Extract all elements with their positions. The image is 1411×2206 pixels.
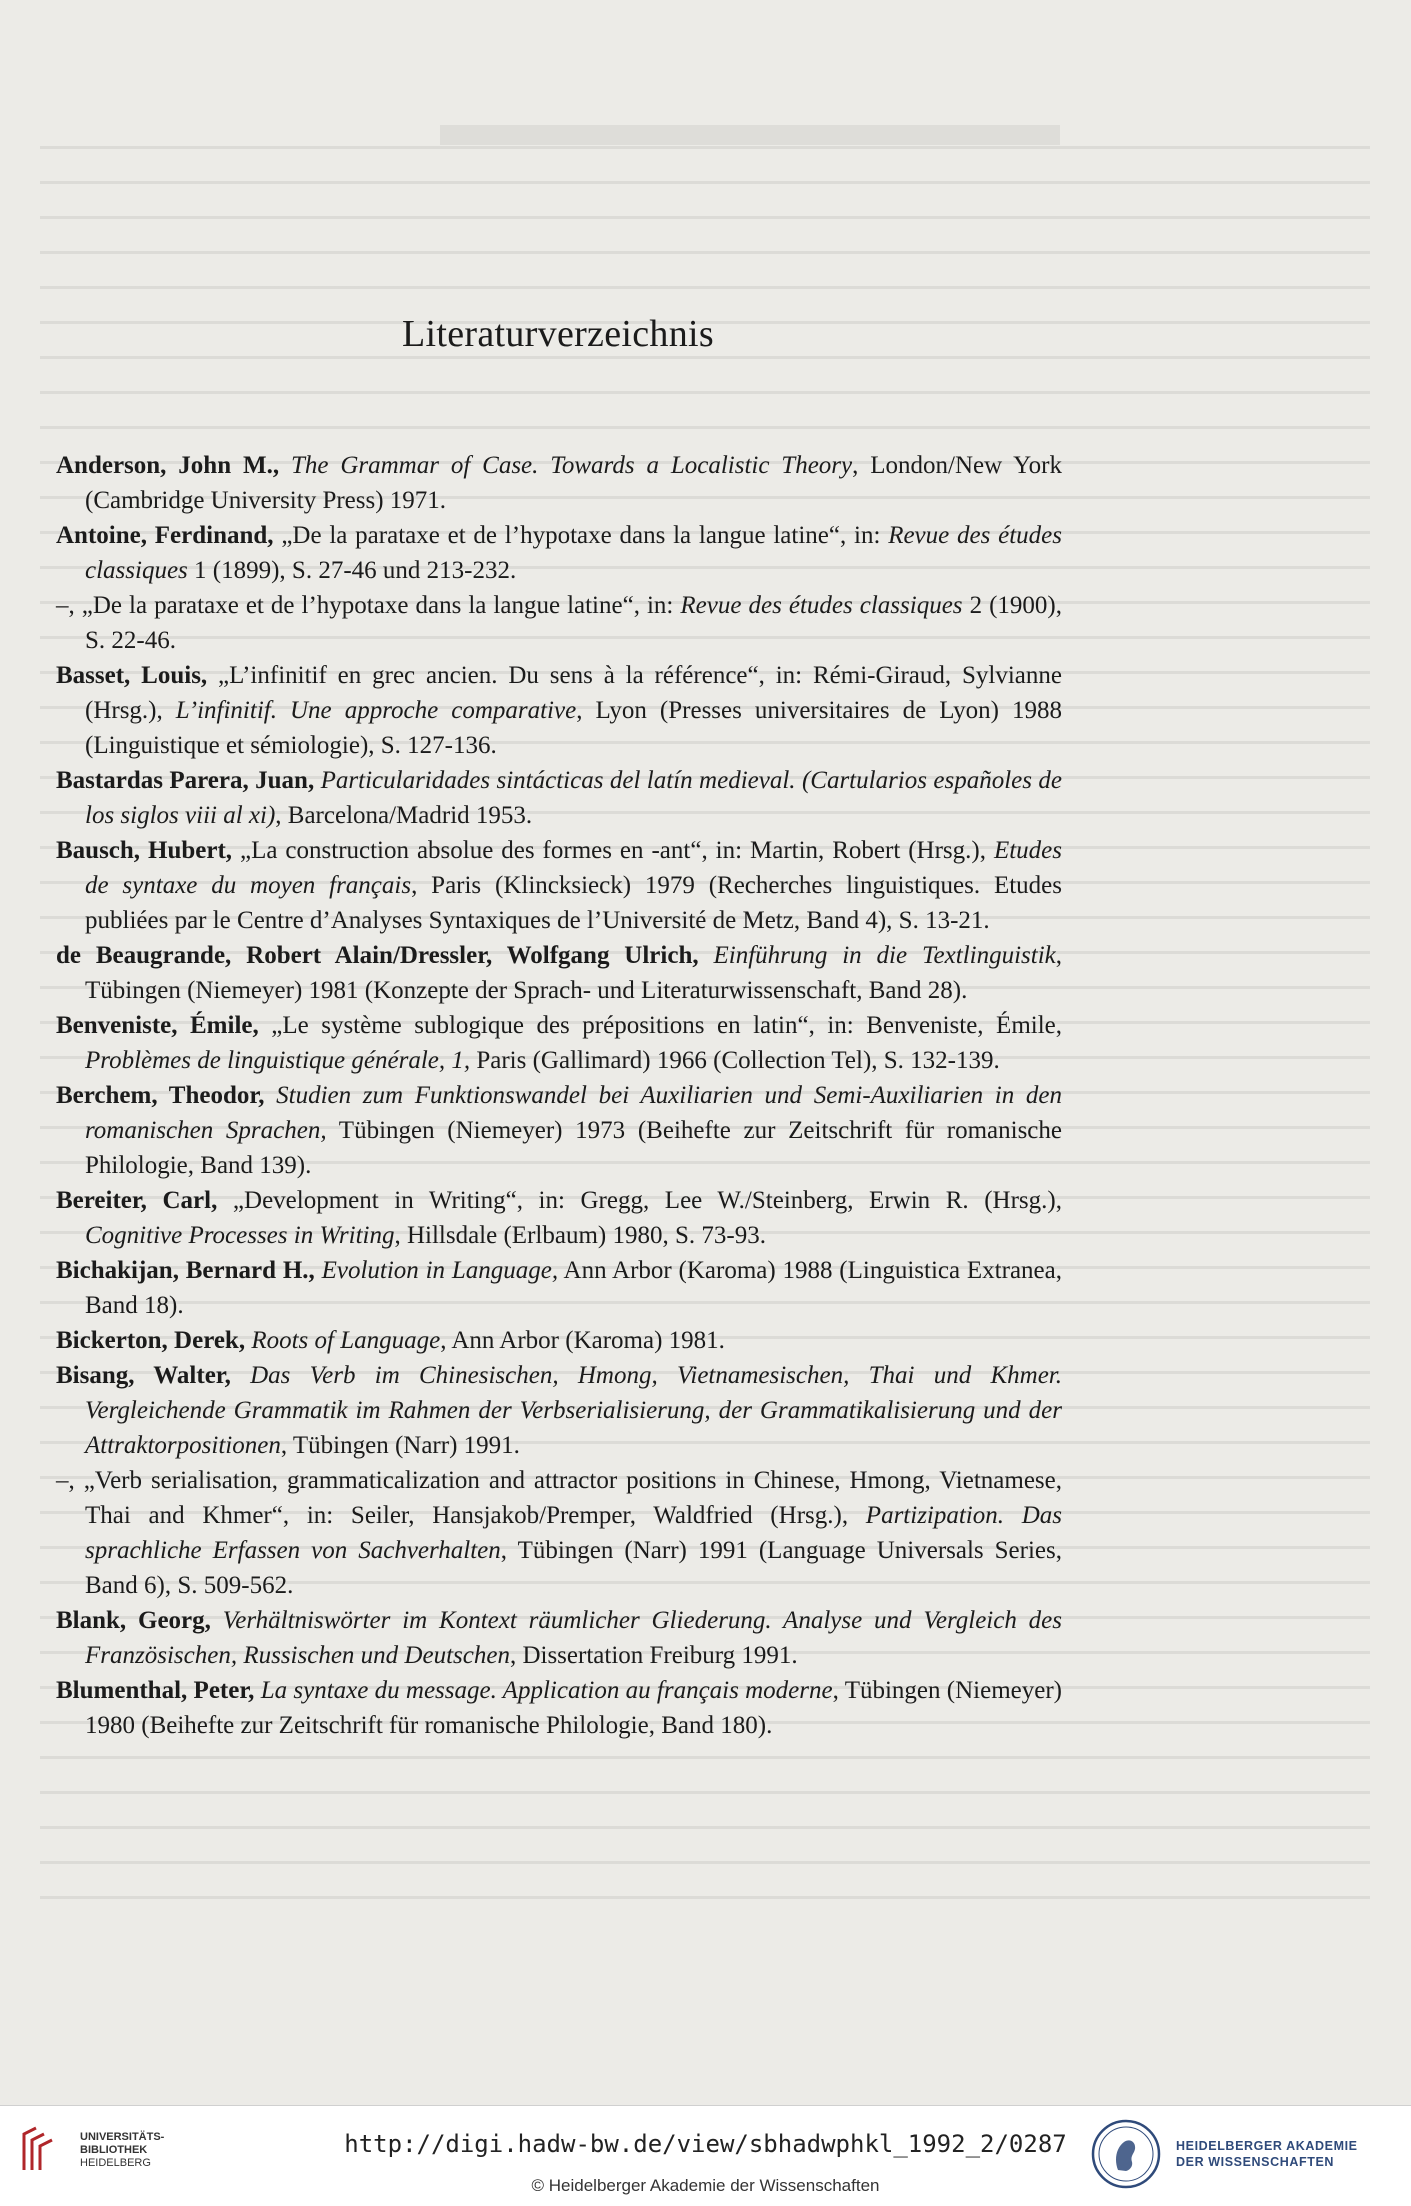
hadw-line-2: DER WISSENSCHAFTEN [1176,2155,1335,2169]
entry-text: –, „Verb serialisation, grammaticalization and attractor positions in Chinese, Hmong, Vietnamese, Thai and Khmer“, in: Seiler, Hansjakob/Premper, Waldfried (Hrsg.), [56,1467,1062,1529]
entry-text: 2 (1900), S. 22-46. [85,592,1062,654]
entry-title: Revue des études classiques [680,592,963,619]
bibliography-entry [56,1008,1062,1078]
entry-title: Cognitive Processes in Writing [85,1222,395,1249]
entry-text: , Barcelona/Madrid 1953. [275,802,533,829]
entry-text: , Tübingen (Narr) 1991. [280,1432,520,1459]
entry-text: Ann Arbor (Karoma) 1988 (Linguistica Extranea, Band 18). [85,1257,1062,1319]
bibliography-entry [56,763,1062,833]
entry-text: „Development in Writing“, in: Gregg, Lee W./Steinberg, Erwin R. (Hrsg.), [217,1187,1062,1214]
hadw-seal-icon [1090,2118,1162,2190]
hadw-line-1: HEIDELBERGER AKADEMIE [1176,2139,1358,2153]
bibliography-entry [56,448,1062,518]
entry-title: La syntaxe du message. Application au français moderne [260,1677,833,1704]
entry-author: Bisang, Walter, [56,1362,231,1389]
entry-title: Verhältniswörter im Kontext räumlicher Gliederung. Analyse und Vergleich des Französischen, Russischen und Deutschen [85,1607,1062,1669]
entry-title: Partizipation. Das sprachliche Erfassen von Sachverhalten [85,1502,1063,1564]
bibliography-entry [56,1673,1062,1743]
bibliography-entry [56,1358,1062,1463]
entry-title: Das Verb im Chinesischen, Hmong, Vietnamesischen, Thai und Khmer. Vergleichende Grammatik im Rahmen der Verbserialisierung, der Grammatikalisierung und der Attraktorpositionen [85,1362,1063,1459]
bibliography-entry [56,588,1062,658]
footer-bar [0,2105,1411,2206]
bibliography-entry [56,1463,1062,1603]
entry-text: , London/New York (Cambridge University Press) 1971. [85,452,1063,514]
entry-title: Etudes de syntaxe du moyen français [85,837,1062,899]
entry-text [264,1082,276,1109]
entry-author: Blumenthal, Peter, [56,1677,255,1704]
entry-title: Studien zum Funktionswandel bei Auxiliarien und Semi-Auxiliarien in den romanischen Sprachen, [85,1082,1063,1144]
entry-text: Paris (Gallimard) 1966 (Collection Tel), S. 132-139. [470,1047,1000,1074]
entry-text: , Hillsdale (Erlbaum) 1980, S. 73-93. [394,1222,766,1249]
entry-author: Bichakijan, Bernard H., [56,1257,315,1284]
entry-text: „Le système sublogique des prépositions en latin“, in: Benveniste, Émile, [258,1012,1063,1039]
entry-author: Blank, Georg, [56,1607,211,1634]
entry-text: , Tübingen (Niemeyer) 1980 (Beihefte zur Zeitschrift für romanische Philologie, Band 180). [85,1677,1062,1739]
bibliography-entry [56,1253,1062,1323]
bibliography-entry [56,938,1062,1008]
entry-title: L’infinitif. Une approche comparative [175,697,577,724]
ub-line-3: HEIDELBERG [80,2157,151,2169]
entry-author: Antoine, Ferdinand, [56,522,274,549]
entry-text [315,1257,322,1284]
entry-author: Basset, Louis, [56,662,208,689]
entry-text: , Tübingen (Narr) 1991 (Language Universals Series, Band 6), S. 509-562. [85,1537,1063,1599]
bibliography-entry [56,518,1062,588]
bibliography-list [56,448,1062,1743]
entry-text [699,942,714,969]
entry-title: Revue des études classiques [85,522,1063,584]
entry-text: , Paris (Klincksieck) 1979 (Recherches linguistiques. Etudes publiées par le Centre d’Analyses Syntaxiques de l’Université de Metz, Band 4), S. 13-21. [85,872,1062,934]
entry-title: Evolution in Language, [321,1257,559,1284]
entry-text [211,1607,223,1634]
entry-text: , Ann Arbor (Karoma) 1981. [440,1327,725,1354]
entry-text: „De la parataxe et de l’hypotaxe dans la langue latine“, in: [273,522,889,549]
entry-title: Roots of Language [251,1327,441,1354]
entry-author: Berchem, Theodor, [56,1082,265,1109]
entry-title: Einführung in die Textlinguistik [713,942,1056,969]
bibliography-entry [56,658,1062,763]
ub-line-1: UNIVERSITÄTS- [80,2131,165,2143]
entry-text [231,1362,250,1389]
entry-author: Bausch, Hubert, [56,837,233,864]
entry-author: Bereiter, Carl, [56,1187,218,1214]
entry-text [279,452,291,479]
entry-text: –, „De la parataxe et de l’hypotaxe dans la langue latine“, in: [56,592,681,619]
copyright-notice: © Heidelberger Akademie der Wissenschaften [531,2176,880,2195]
entry-author: Anderson, John M., [56,452,280,479]
entry-text: „L’infinitif en grec ancien. Du sens à la référence“, in: Rémi-Giraud, Sylvianne (Hrsg.), [85,662,1062,724]
entry-text: , Tübingen (Niemeyer) 1981 (Konzepte der Sprach- und Literaturwissenschaft, Band 28). [85,942,1062,1004]
bibliography-entry [56,1078,1062,1183]
ub-line-2: BIBLIOTHEK [80,2144,148,2156]
entry-author: Bastardas Parera, Juan, [56,767,315,794]
bibliography-entry [56,1323,1062,1358]
hadw-text [1176,2138,1358,2170]
page-title: Literaturverzeichnis [402,313,714,355]
bibliography-entry [56,833,1062,938]
entry-author: Benveniste, Émile, [56,1012,259,1039]
entry-title: Problèmes de linguistique générale, 1, [85,1047,471,1074]
entry-author: Bickerton, Derek, [56,1327,246,1354]
entry-text: Tübingen (Niemeyer) 1973 (Beihefte zur Zeitschrift für romanische Philologie, Band 139). [85,1117,1062,1179]
bibliography-entry [56,1183,1062,1253]
entry-text: „La construction absolue des formes en -ant“, in: Martin, Robert (Hrsg.), [232,837,994,864]
entry-text: 1 (1899), S. 27-46 und 213-232. [187,557,517,584]
bibliography-entry [56,1603,1062,1673]
bleed-through-header [440,125,1060,145]
entry-text: , Dissertation Freiburg 1991. [509,1642,798,1669]
entry-title: Particularidades sintácticas del latín medieval. (Cartularios españoles de los siglos viii al xi) [85,767,1063,829]
entry-author: de Beaugrande, Robert Alain/Dressler, Wolfgang Ulrich, [56,942,699,969]
permalink-url[interactable]: http://digi.hadw-bw.de/view/sbhadwphkl_1992_2/0287 [344,2130,1067,2158]
entry-text: , Lyon (Presses universitaires de Lyon) 1988 (Linguistique et sémiologie), S. 127-136. [85,697,1062,759]
entry-title: The Grammar of Case. Towards a Localistic Theory [290,452,853,479]
